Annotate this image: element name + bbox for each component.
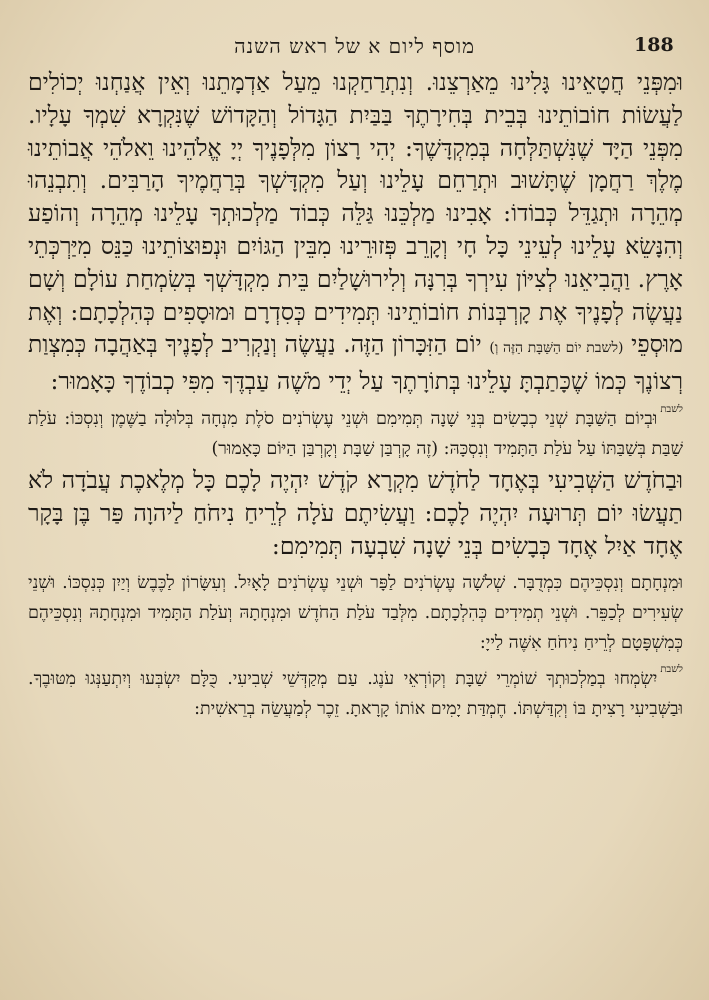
shabbat-side-note: לשבת: [660, 664, 683, 676]
paragraph-text: וּמִפְּנֵי חֲטָאֵינוּ גָּלִינוּ מֵאַרְצֵנוּ. וְנִתְרַחַקְנוּ מֵעַל אַדְמָתֵנוּ וְאֵין אֲנַחְנוּ יְכוֹלִים לַעֲשׂוֹת חוֹבוֹתֵינוּ בְּבֵית בְּחִירָתֶךָ בַּבַּיִת הַגָּדוֹל וְהַקָּדוֹשׁ שֶׁנִּקְרָא שִׁמְךָ עָלָיו. מִפְּנֵי הַיָּד שֶׁנִּשְׁתַּלְּחָה בְּמִקְדָּשֶׁךָ: יְהִי רָצוֹן מִלְּפָנֶיךָ יְיָ אֱלֹהֵינוּ וֵאלֹהֵי אֲבוֹתֵינוּ מֶלֶךְ רַחֲמָן שֶׁתָּשׁוּב וּתְרַחֵם עָלֵינוּ וְעַל מִקְדָּשְׁךָ בְּרַחֲמֶיךָ הָרַבִּים. וְתִבְנֵהוּ מְהֵרָה וּתְגַדֵּל כְּבוֹדוֹ: אָבִינוּ מַלְכֵּנוּ גַּלֵּה כְּבוֹד מַלְכוּתְךָ עָלֵינוּ מְהֵרָה וְהוֹפַע וְהִנָּשֵׂא עָלֵינוּ לְעֵינֵי כָּל חָי וְקָרֵב פְּזוּרֵינוּ מִבֵּין הַגּוֹיִם וּנְפוּצוֹתֵינוּ כַּנֵּס מִיַּרְכְּתֵי אָרֶץ. וַהֲבִיאֵנוּ לְצִיּוֹן עִירְךָ בְּרִנָּה וְלִירוּשָׁלַיִם בֵּית מִקְדָּשְׁךָ בְּשִׂמְחַת עוֹלָם וְשָׁם נַעֲשֶׂה לְפָנֶיךָ אֶת קָרְבְּנוֹת חוֹבוֹתֵינוּ תְּמִידִים כְּסִדְרָם וּמוּסָפִים כְּהִלְכָתָם: וְאֶת מוּסְפֵי: [28, 68, 683, 359]
paragraph-text: וּבְיוֹם הַשַּׁבָּת שְׁנֵי כְבָשִׂים בְּנֵי שָׁנָה תְּמִימִם וּשְׁנֵי עֶשְׂרֹנִים סֹלֶת מִנְחָה בְּלוּלָה בַשֶּׁמֶן וְנִסְכּוֹ: עֹלַת שַׁבַּת בְּשַׁבַּתּוֹ עַל עֹלַת הַתָּמִיד וְנִסְכָּהּ:: [28, 408, 683, 459]
paragraph-yismechu: [28, 664, 683, 724]
body-text: [28, 66, 683, 990]
paragraph-torah-verse: [28, 464, 683, 562]
paragraph-text-continued: יוֹם הַזִּכָּרוֹן הַזֶּה. נַעֲשֶׂה וְנַקְרִיב לְפָנֶיךָ בְּאַהֲבָה כְּמִצְוַת רְצוֹנֶךָ כְּמוֹ שֶׁכָּתַבְתָּ עָלֵינוּ בְּתוֹרָתֶךָ עַל יְדֵי מֹשֶׁה עַבְדֶּךָ מִפִּי כְבוֹדֶךָ כָּאָמוּר:: [28, 330, 683, 396]
paragraph-text: יִשְׂמְחוּ בְמַלְכוּתְךָ שׁוֹמְרֵי שַׁבָּת וְקוֹרְאֵי עֹנֶג. עַם מְקַדְּשֵׁי שְׁבִיעִי. כֻּלָּם יִשְׂבְּעוּ וְיִתְעַנְּגוּ מִטּוּבֶךָ. וּבַשְּׁבִיעִי רָצִיתָ בּוֹ וְקִדַּשְׁתּוֹ. חֶמְדַּת יָמִים אוֹתוֹ קָרָאתָ. זֵכֶר לְמַעֲשֵׂה בְרֵאשִׁית:: [28, 669, 683, 720]
shabbat-side-note: לשבת: [660, 403, 683, 415]
page-number: 188: [634, 34, 674, 56]
paragraph-shabbat-offering: [28, 404, 683, 464]
paragraph-text: וּבַחֹדֶשׁ הַשְּׁבִיעִי בְּאֶחָד לַחֹדֶשׁ מִקְרָא קֹדֶשׁ יִהְיֶה לָכֶם כָּל מְלֶאכֶת עֲבֹדָה לֹא תַעֲשׂוּ יוֹם תְּרוּעָה יִהְיֶה לָכֶם: וַעֲשִׂיתֶם עֹלָה לְרֵיחַ נִיחֹחַ לַיהוָה פַּר בֶּן בָּקָר אֶחָד אַיִל אֶחָד כְּבָשִׂים בְּנֵי שָׁנָה שִׁבְעָה תְּמִימִם:: [28, 465, 683, 560]
shabbat-inline-note: (זֶה קָרְבַּן שַׁבָּת וְקָרְבַּן הַיּוֹם כָּאָמוּר): [211, 438, 439, 459]
running-header-title: מוסף ליום א של ראש השנה: [234, 34, 475, 58]
paragraph-liturgy: [28, 66, 683, 398]
paragraph-text: וּמִנְחָתָם וְנִסְכֵּיהֶם כִּמְדֻבָּר. שְׁלֹשָׁה עֶשְׂרֹנִים לַפָּר וּשְׁנֵי עֶשְׂרֹנִים לָאָיִל. וְעִשָּׂרוֹן לַכֶּבֶשׂ וְיַיִן כְּנִסְכּוֹ. וּשְׁנֵי שְׂעִירִים לְכַפֵּר. וּשְׁנֵי תְמִידִים כְּהִלְכָתָם. מִלְּבַד עֹלַת הַחֹדֶשׁ וּמִנְחָתָהּ וְעֹלַת הַתָּמִיד וּמִנְחָתָהּ וְנִסְכֵּיהֶם כְּמִשְׁפָּטָם לְרֵיחַ נִיחֹחַ אִשֶּׁה לַייָ:: [28, 573, 683, 654]
paragraph-offerings: [28, 568, 683, 658]
shabbat-inline-note: (לשבת יוֹם הַשַּׁבָּת הַזֶּה וְ): [489, 340, 624, 357]
